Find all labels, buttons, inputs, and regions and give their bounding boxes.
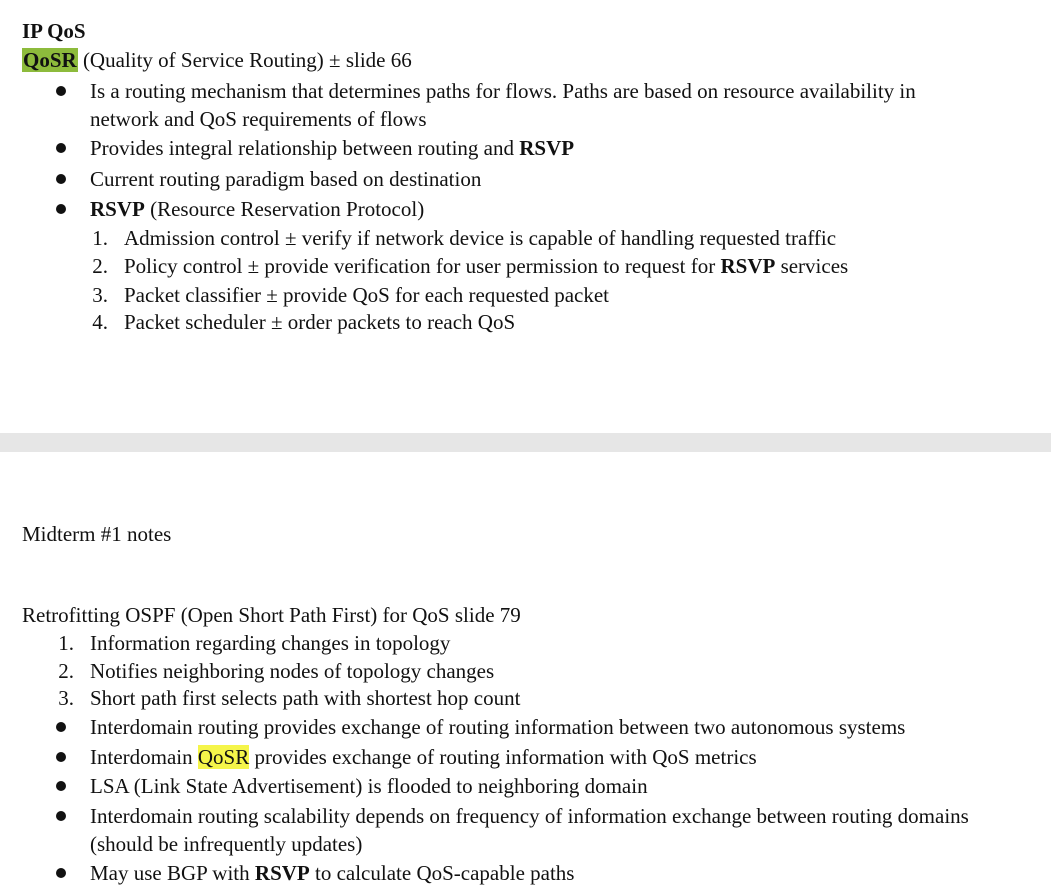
list-item-text: services [775,254,849,278]
ospf-item-3: Short path first selects path with shortest hop count [90,686,521,710]
ospf-item-1: Information regarding changes in topology [90,631,451,655]
interdomain-item-4-line-1: Interdomain routing scalability depends on frequency of information exchange between routing domains [90,804,969,828]
document-page-1 [0,0,1051,433]
rsvp-bold: RSVP [720,254,776,278]
bullet-icon [56,174,66,184]
list-item-text: May use BGP with [90,861,255,885]
list-item-text: provides exchange of routing information with QoS metrics [249,745,757,769]
list-number: 1. [58,631,74,655]
ospf-item-2: Notifies neighboring nodes of topology changes [90,659,495,683]
interdomain-item-1: Interdomain routing provides exchange of routing information between two autonomous systems [90,715,906,739]
bullet-icon [56,868,66,878]
list-item-1-line-1: Is a routing mechanism that determines paths for flows. Paths are based on resource availability in [90,79,916,103]
bullet-icon [56,752,66,762]
rsvp-bold: RSVP [254,861,310,885]
rsvp-bold: RSVP [519,136,575,160]
list-item-text: Provides integral relationship between routing and [90,136,520,160]
page-title: IP QoS [22,19,86,43]
interdomain-item-5 [90,861,574,885]
ospf-heading: Retrofitting OSPF (Open Short Path First) for QoS slide 79 [22,603,521,627]
page-separator [0,433,1051,452]
numbered-item-4: Packet scheduler ± order packets to reach QoS [124,310,516,334]
list-item-text: (Resource Reservation Protocol) [144,197,425,221]
qosr-highlight: QoSR [197,745,250,769]
numbered-item-3: Packet classifier ± provide QoS for each requested packet [124,283,609,307]
list-item-text: Interdomain [90,745,198,769]
bullet-icon [56,811,66,821]
list-item-4 [90,197,424,221]
list-number: 3. [92,283,108,307]
bullet-icon [56,722,66,732]
qosr-highlight: QoSR [23,48,77,72]
qosr-heading-text: (Quality of Service Routing) ± slide 66 [77,48,412,72]
interdomain-item-2 [90,745,757,769]
list-number: 4. [92,310,108,334]
document-page-2 [0,452,1051,889]
list-item-3: Current routing paradigm based on destination [90,167,482,191]
bullet-icon [56,204,66,214]
list-number: 1. [92,226,108,250]
list-item-1-line-2: network and QoS requirements of flows [90,107,427,131]
numbered-item-1: Admission control ± verify if network device is capable of handling requested traffic [124,226,837,250]
rsvp-bold: RSVP [90,197,145,221]
interdomain-item-4-line-2: (should be infrequently updates) [90,832,363,856]
bullet-icon [56,781,66,791]
midterm-heading: Midterm #1 notes [22,522,172,546]
list-item-2 [90,136,574,160]
list-number: 2. [92,254,108,278]
interdomain-item-3: LSA (Link State Advertisement) is flooded to neighboring domain [90,774,648,798]
list-number: 2. [58,659,74,683]
bullet-icon [56,86,66,96]
list-number: 3. [58,686,74,710]
numbered-item-2 [124,254,848,278]
list-item-text: to calculate QoS-capable paths [309,861,575,885]
qosr-heading [22,48,412,72]
list-item-text: Policy control ± provide verification for user permission to request for [124,254,721,278]
bullet-icon [56,143,66,153]
